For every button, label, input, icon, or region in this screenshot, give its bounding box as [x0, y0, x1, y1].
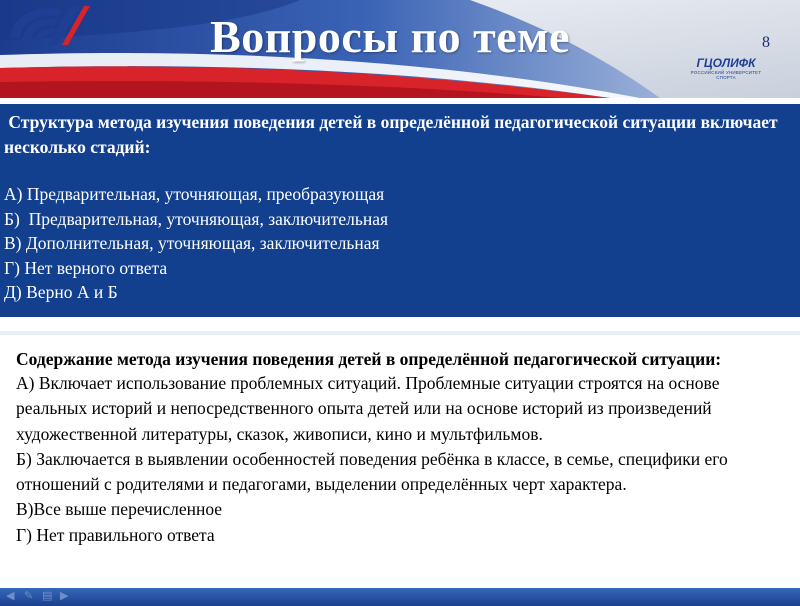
slide-menu-icon[interactable]: ▤ [42, 589, 53, 602]
question-2-panel [0, 331, 800, 585]
logo-subtext: РОССИЙСКИЙ УНИВЕРСИТЕТ СПОРТА [690, 70, 762, 80]
question-2-option-b: Б) Заключается в выявлении особенностей поведения ребёнка в классе, в семье, специфики его отношений с родителями и педагогами, выделении определённых черт характера. [16, 448, 728, 495]
university-logo-icon [0, 0, 92, 70]
slide-header [0, 0, 800, 98]
question-1-option-b: Б) Предварительная, уточняющая, заключительная [4, 208, 389, 229]
question-2-title: Содержание метода изучения поведения детей в определённой педагогической ситуации: [16, 349, 722, 369]
slide-title: Вопросы по теме [210, 11, 570, 62]
question-1-panel [0, 104, 800, 317]
next-slide-icon[interactable]: ▶ [60, 589, 69, 602]
question-1-option-d: Г) Нет верного ответа [4, 257, 168, 278]
pen-tool-icon[interactable]: ✎ [24, 589, 34, 602]
page-number: 8 [762, 34, 770, 51]
question-1-option-e: Д) Верно А и Б [4, 282, 118, 302]
previous-slide-icon[interactable]: ◀ [6, 589, 15, 602]
slide-footer-bar [0, 588, 800, 606]
question-1-option-c: В) Дополнительная, уточняющая, заключительная [4, 233, 380, 253]
question-2-option-c: В)Все выше перечисленное [16, 499, 223, 520]
question-2-option-a: А) Включает использование проблемных ситуаций. Проблемные ситуации строятся на основе реальных историй и непосредственного опыта детей или на основе историй из произведений художественной литературы, сказок, живописи, кино и мультфильмов. [16, 373, 720, 444]
logo-text: ГЦОЛИФК [696, 56, 756, 70]
question-1-title: Структура метода изучения поведения детей в определённой педагогической ситуации включает несколько стадий: [4, 112, 778, 157]
question-1-option-a: А) Предварительная, уточняющая, преобразующая [4, 184, 385, 204]
question-2-option-d: Г) Нет правильного ответа [16, 524, 215, 545]
